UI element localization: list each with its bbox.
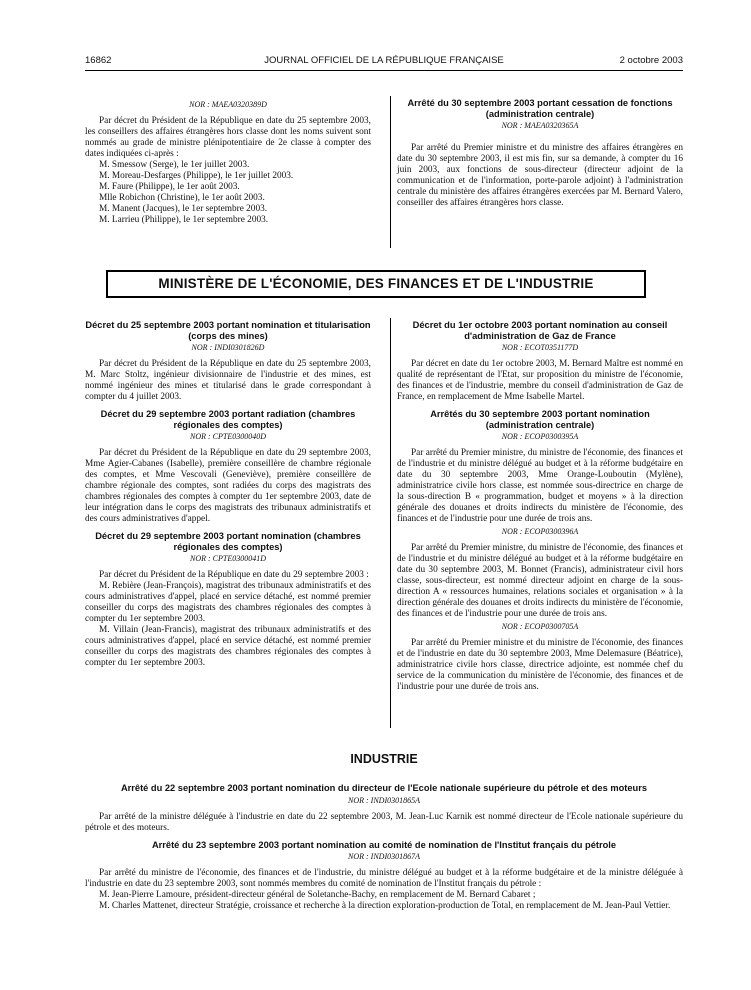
column-divider xyxy=(390,318,391,728)
appointee-list xyxy=(85,160,371,226)
list-item: M. Smessow (Serge), le 1er juillet 2003. xyxy=(99,160,250,170)
decree-text: Par décret du Président de la République en date du 29 septembre 2003 : xyxy=(99,570,369,580)
nor-reference: NOR : CPTE0300040D xyxy=(190,432,266,441)
mid-right-column xyxy=(397,320,683,693)
list-item: Mlle Robichon (Christine), le 1er août 2003. xyxy=(99,193,265,203)
list-item: M. Larrieu (Philippe), le 1er septembre 2003. xyxy=(99,215,269,225)
decree-title: Décret du 25 septembre 2003 portant nomination et titularisation (corps des mines) xyxy=(85,320,371,341)
decree-title: Décret du 1er octobre 2003 portant nomination au conseil d'administration de Gaz de France xyxy=(412,320,668,341)
page-number: 16862 xyxy=(85,55,112,66)
mid-left-column xyxy=(85,320,371,669)
nor-reference: NOR : ECOP0300395A xyxy=(501,432,579,441)
arrete-text: Par arrêté du Premier ministre et du ministre de l'économie, des finances et de l'industrie en date du 30 septembre 2003, Mme Delemasure (Béatrice), administratrice civile hors classe, directrice adjointe, est nommée chef du service de la communication du ministère de l'économie, des finances et de l'industrie pour une durée de trois ans. xyxy=(397,638,683,692)
nor-reference: NOR : ECOP0300396A xyxy=(501,527,579,536)
decree-text: Par décret du Président de la République en date du 25 septembre 2003, M. Marc Stoltz, ingénieur divisionnaire de l'industrie et des mines, est nommé ingénieur des mines et titularisé dans le grade correspondant à compter du 4 juillet 2003. xyxy=(85,359,371,402)
arrete-text: Par arrêté du Premier ministre, du ministre de l'économie, des finances et de l'industrie et du ministre délégué au budget et à la réforme budgétaire en date du 30 septembre 2003, Mme Orange-Louboutin (Mylène), administratrice civile hors classe, est nommée sous-directrice en charge de la sous-direction B « programmation, budget et moyens » à la direction générale des douanes et droits indirects du ministère de l'économie, des finances et de l'industrie pour une durée de trois ans. xyxy=(397,448,683,524)
nor-reference: NOR : MAEA0320389D xyxy=(189,100,267,109)
arrete-title: Arrêté du 23 septembre 2003 portant nomination au comité de nomination de l'Institut français du pétrole xyxy=(151,839,617,850)
arrete-text: Par arrêté du Premier ministre et du ministre des affaires étrangères en date du 30 septembre 2003, il est mis fin, sur sa demande, à compter du 16 juin 2003, aux fonctions de sous-directeur (directeur adjoint de la communication et de l'information, porte-parole adjoint) à l'administration centrale du ministère des affaires étrangères exercées par M. Bernard Valero, conseiller des affaires étrangères hors classe. xyxy=(397,143,683,208)
header-rule xyxy=(85,70,683,71)
nor-reference: NOR : ECOT0351177D xyxy=(501,343,579,352)
arrete-text: Par arrêté du ministre de l'économie, des finances et de l'industrie, du ministre délégué au budget et à la réforme budgétaire et de la ministre déléguée à l'industrie en date du 23 septembre 2003, sont nommés membres du comité de nomination de l'Institut français du pétrole : xyxy=(85,868,683,889)
arretes-title: Arrêtés du 30 septembre 2003 portant nomination (administration centrale) xyxy=(430,409,650,430)
decree-title: Décret du 29 septembre 2003 portant nomination (chambres régionales des comptes) xyxy=(95,531,361,552)
list-item: M. Faure (Philippe), le 1er août 2003. xyxy=(99,182,240,192)
issue-date: 2 octobre 2003 xyxy=(619,55,683,66)
page-header xyxy=(85,55,683,69)
nor-reference: NOR : CPTE0300041D xyxy=(190,554,266,563)
arrete-text: M. Charles Mattenet, directeur Stratégie, croissance et recherche à la direction exploration-production de Total, en remplacement de M. Jean-Paul Vettier. xyxy=(99,901,671,911)
list-item: M. Moreau-Desfarges (Philippe), le 1er juillet 2003. xyxy=(99,171,294,181)
decree-text: Par décret du Président de la République en date du 25 septembre 2003, les conseillers des affaires étrangères hors classe dont les noms suivent sont nommés au grade de ministre plénipotentiaire de 2e classe à compter des dates indiquées ci-après : xyxy=(85,116,371,159)
ministry-heading: MINISTÈRE DE L'ÉCONOMIE, DES FINANCES ET DE L'INDUSTRIE xyxy=(106,270,646,298)
arrete-text: Par arrêté de la ministre déléguée à l'industrie en date du 22 septembre 2003, M. Jean-Luc Karnik est nommé directeur de l'Ecole nationale supérieure du pétrole et des moteurs. xyxy=(85,811,683,833)
list-item: M. Manent (Jacques), le 1er septembre 2003. xyxy=(99,204,268,214)
decree-text: M. Rebière (Jean-François), magistrat des tribunaux administratifs et des cours administratives d'appel, placé en service détaché, est nommé premier conseiller du corps des magistrats des chambres régionales des comptes à compter du 1er septembre 2003. xyxy=(85,581,371,624)
nor-reference: NOR : ECOP0300705A xyxy=(501,622,579,631)
column-divider xyxy=(390,96,391,248)
decree-text: Par décret en date du 1er octobre 2003, M. Bernard Maître est nommé en qualité de représentant de l'Etat, sur proposition du ministre de l'économie, des finances et de l'industrie, membre du conseil d'administration de Gaz de France, en remplacement de Mme Isabelle Martel. xyxy=(397,359,683,402)
industrie-section xyxy=(85,783,683,912)
journal-title: JOURNAL OFFICIEL DE LA RÉPUBLIQUE FRANÇAISE xyxy=(264,55,504,66)
arrete-title: Arrêté du 22 septembre 2003 portant nomination du directeur de l'Ecole nationale supérieure du pétrole et des moteurs xyxy=(120,783,648,793)
decree-text: Par décret du Président de la République en date du 29 septembre 2003, Mme Agier-Cabanes (Isabelle), première conseillère de chambre régionale des comptes, et Mme Vescovali (Geneviève), première conseillère de chambre régionale des comptes, sont radiées du corps des magistrats des chambres régionales des comptes à compter du 1er septembre 2003, date de leur intégration dans le corps des magistrats des tribunaux administratifs et des cours administratives d'appel. xyxy=(85,448,371,524)
nor-reference: NOR : INDI0301865A xyxy=(348,795,420,805)
arrete-title: Arrêté du 30 septembre 2003 portant cessation de fonctions (administration centrale) xyxy=(407,98,673,119)
section-heading: INDUSTRIE xyxy=(350,752,418,766)
decree-title: Décret du 29 septembre 2003 portant radiation (chambres régionales des comptes) xyxy=(100,409,356,430)
arrete-text: Par arrêté du Premier ministre, du ministre de l'économie, des finances et de l'industrie et du ministre délégué au budget et à la réforme budgétaire en date du 30 septembre 2003, M. Bonnet (Francis), administrateur civil hors classe, sous-directeur, est nommé directeur adjoint en charge de la sous-direction A « ressources humaines, relations sociales et organisation » à la direction générale des douanes et droits indirects du ministère de l'économie, des finances et de l'industrie pour une durée de trois ans. xyxy=(397,543,683,619)
arrete-text: M. Jean-Pierre Lamoure, président-directeur général de Soletanche-Bachy, en remplacement de M. Bernard Cabaret ; xyxy=(99,890,536,900)
top-left-column xyxy=(85,98,371,226)
nor-reference: NOR : INDI0301867A xyxy=(348,852,420,861)
top-right-column xyxy=(397,98,683,209)
decree-text: M. Villain (Jean-Francis), magistrat des tribunaux administratifs et des cours administratives d'appel, placé en service détaché, est nommé premier conseiller du corps des magistrats des chambres régionales des comptes à compter du 1er septembre 2003. xyxy=(85,625,371,668)
nor-reference: NOR : MAEA0320365A xyxy=(501,121,579,130)
nor-reference: NOR : INDI0301826D xyxy=(191,343,265,352)
